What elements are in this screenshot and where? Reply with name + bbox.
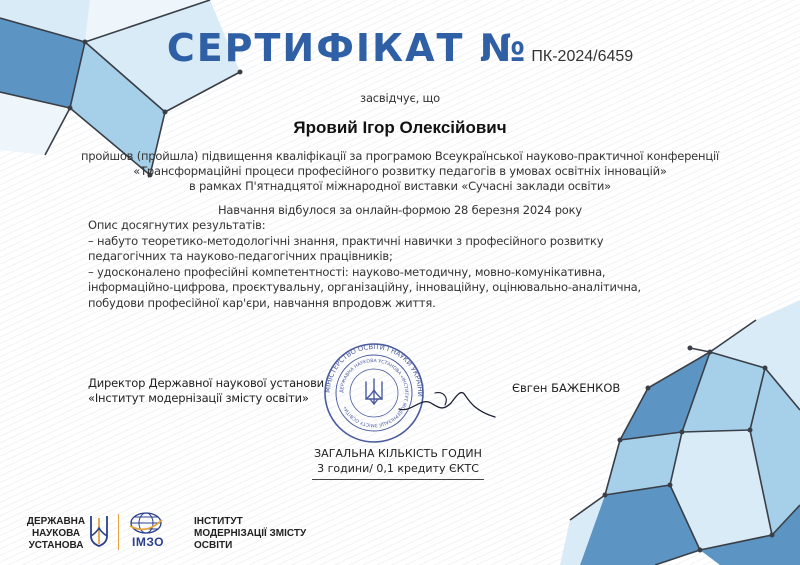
footer-divider <box>118 514 119 550</box>
program-line-1: пройшов (пройшла) підвищення кваліфікації за програмою Всеукраїнської науково-практичної конференції <box>80 149 719 163</box>
director-position-line-2: «Інститут модернізації змісту освіти» <box>88 391 309 405</box>
results-section <box>88 218 641 312</box>
signer-name: Євген БАЖЕНКОВ <box>512 381 621 395</box>
imzo-abbreviation: ІМЗО <box>131 535 165 549</box>
hours-underline <box>312 479 484 480</box>
imzo-globe-icon <box>128 511 164 535</box>
director-position <box>88 376 324 406</box>
seal-inner-text: ДЕРЖАВНА НАУКОВА УСТАНОВА «ІНСТИТУТ МОДЕРНІЗАЦІЇ ЗМІСТУ ОСВІТИ» <box>339 358 409 428</box>
results-line: побудови професійної кар'єри, навчання впродовж життя. <box>88 295 436 310</box>
certificate-number: ПК-2024/6459 <box>531 48 634 65</box>
results-line: педагогічних та науково-педагогічних працівників; <box>88 249 393 264</box>
institute-name-label: ІНСТИТУТ МОДЕРНІЗАЦІЇ ЗМІСТУ ОСВІТИ <box>194 516 307 551</box>
hours-block <box>312 446 484 476</box>
training-date: Навчання відбулося за онлайн-формою 28 березня 2024 року <box>217 203 582 217</box>
coat-of-arms-icon <box>88 514 110 548</box>
hours-value: 3 години/ 0,1 кредиту ЄКТС <box>317 462 479 475</box>
seal-outer-text: МІНІСТЕРСТВО ОСВІТИ І НАУКИ УКРАЇНИ <box>323 343 425 398</box>
handwritten-signature <box>395 383 500 421</box>
program-line-2: «Трансформаційні процеси професійного розвитку педагогів в умовах освітніх інновацій» <box>133 164 667 178</box>
bottom-right-geometric-decoration <box>560 290 800 565</box>
results-line: інформаційно-цифрова, проєктувальну, організаційну, інноваційну, оцінювально-аналітична, <box>88 280 641 295</box>
trident-icon <box>366 379 382 404</box>
hours-label: ЗАГАЛЬНА КІЛЬКІСТЬ ГОДИН <box>314 447 482 460</box>
results-line: – набуто теоретико-методологічні знання, практичні навички з професійного розвитку <box>88 233 604 248</box>
director-position-line-1: Директор Державної наукової установи <box>88 376 324 390</box>
certifies-text: засвідчує, що <box>360 91 440 105</box>
recipient-name: Яровий Ігор Олексійович <box>293 118 507 137</box>
program-line-3: в рамках П'ятнадцятої міжнародної виставки «Сучасні заклади освіти» <box>189 179 611 193</box>
results-line: – удосконалено професійні компетентності: науково-методичну, мовно-комунікативна, <box>88 264 606 279</box>
state-institution-label: ДЕРЖАВНА НАУКОВА УСТАНОВА <box>26 516 86 551</box>
certificate-title: СЕРТИФІКАТ № <box>166 26 528 70</box>
results-heading: Опис досягнутих результатів: <box>88 218 266 232</box>
certificate-heading <box>0 26 800 70</box>
